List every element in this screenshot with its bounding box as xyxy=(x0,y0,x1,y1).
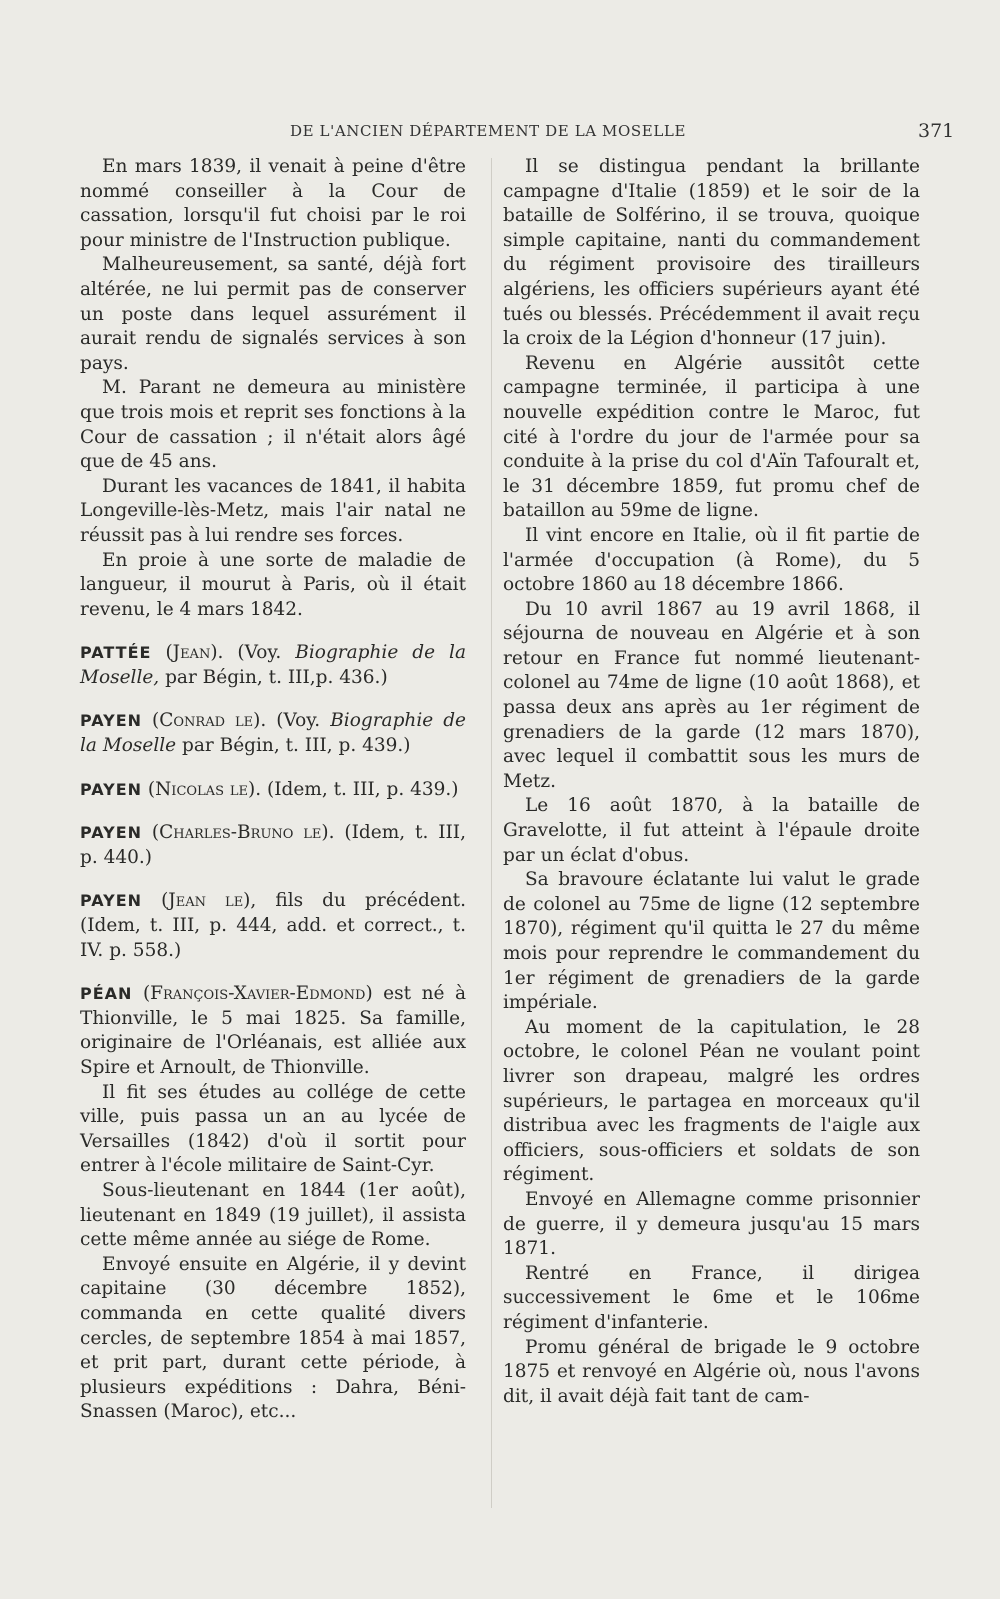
entry-headword: PAYEN xyxy=(80,823,143,843)
entry-headword: PÉAN xyxy=(80,984,133,1004)
entry-text: par Bégin, t. III, p. 439.) xyxy=(176,735,411,757)
entry-payen-conrad xyxy=(80,709,466,758)
entry-text: (Idem, t. III, p. 439.) xyxy=(261,778,459,800)
paragraph: Envoyé ensuite en Algérie, il y devint capitaine (30 décembre 1852), commanda en cette qualité divers cercles, de septembre 1854 à mai 1857, et prit part, durant cette période, à plusieurs expéditions : Dahra, Béni-Snassen (Maroc), etc... xyxy=(80,1253,466,1423)
paragraph: Envoyé en Allemagne comme prisonnier de guerre, il y demeura jusqu'au 15 mars 1871. xyxy=(503,1188,920,1260)
paragraph: Durant les vacances de 1841, il habita Longeville-lès-Metz, mais l'air natal ne réussit pas à lui rendre ses forces. xyxy=(80,475,466,546)
entry-given-name: (François-Xavier-Edmond) xyxy=(142,983,373,1005)
entry-text: (Voy. xyxy=(266,710,331,732)
entry-payen-jean xyxy=(80,889,466,963)
paragraph: Il se distingua pendant la brillante campagne d'Italie (1859) et le soir de la bataille de Solférino, il se trouva, quoique simple capitaine, nanti du commandement du régiment provisoire des tirailleurs algériens, les officiers supérieurs ayant été tués ou blessés. Précédemment il avait reçu la croix de la Légion d'honneur (17 juin). xyxy=(503,156,920,350)
paragraph: Il vint encore en Italie, où il fit partie de l'armée d'occupation (à Rome), du 5 octobre 1860 au 18 décembre 1866. xyxy=(503,524,920,596)
entry-pean xyxy=(80,982,466,1080)
entry-payen-charles xyxy=(80,821,466,870)
entry-given-name: (Conrad le). xyxy=(152,710,267,732)
entry-italic-title: Biographie de la Moselle xyxy=(80,710,466,757)
column-divider xyxy=(491,158,492,1508)
paragraph: Rentré en France, il dirigea successivement le 6me et le 106me régiment d'infanterie. xyxy=(503,1262,920,1333)
left-column xyxy=(80,155,466,1425)
paragraph: Revenu en Algérie aussitôt cette campagne terminée, il participa à une nouvelle expédition contre le Maroc, fut cité à l'ordre du jour de l'armée pour sa conduite à la prise du col d'Aïn Tafouralt et, le 31 décembre 1859, fut promu chef de bataillon au 59me de ligne. xyxy=(503,352,920,522)
entry-headword: PAYEN xyxy=(80,711,143,731)
paragraph: Malheureusement, sa santé, déjà fort altérée, ne lui permit pas de conserver un poste dans lequel assurément il aurait rendu de signalés services à son pays. xyxy=(80,254,466,374)
entry-text: est né à Thionville, le 5 mai 1825. Sa famille, originaire de l'Orléanais, est alliée aux Spire et Arnoult, de Thionville. xyxy=(80,983,466,1078)
paragraph: Le 16 août 1870, à la bataille de Gravelotte, il fut atteint à l'épaule droite par un éclat d'obus. xyxy=(503,795,920,866)
paragraph: Du 10 avril 1867 au 19 avril 1868, il séjourna de nouveau en Algérie et à son retour en France fut nommé lieutenant-colonel au 74me de ligne (10 août 1868), et passa deux ans après au 1er régiment de grenadiers de la garde (12 mars 1870), avec lequel il combattit sous les murs de Metz. xyxy=(503,598,920,792)
entry-given-name: (Jean le), xyxy=(161,890,257,912)
right-column xyxy=(503,155,920,1409)
paragraph: En mars 1839, il venait à peine d'être nommé conseiller à la Cour de cassation, lorsqu'il fut choisi par le roi pour ministre de l'Instruction publique. xyxy=(80,156,466,251)
entry-headword: PATTÉE xyxy=(80,643,152,663)
entry-pattee xyxy=(80,641,466,690)
paragraph: Sous-lieutenant en 1844 (1er août), lieutenant en 1849 (19 juillet), il assista cette même année au siége de Rome. xyxy=(80,1179,466,1251)
entry-given-name: (Jean). xyxy=(165,642,224,664)
entry-text: (Idem, t. III, p. 440.) xyxy=(80,822,466,868)
entry-given-name: (Charles-Bruno le). xyxy=(151,822,335,844)
entry-headword: PAYEN xyxy=(80,779,143,799)
page-number: 371 xyxy=(918,120,955,142)
paragraph: Promu général de brigade le 9 octobre 1875 et renvoyé en Algérie où, nous l'avons dit, il avait déjà fait tant de cam- xyxy=(503,1336,920,1407)
entry-italic-title: Biographie de la Moselle, xyxy=(80,642,466,688)
entry-given-name: (Nicolas le). xyxy=(147,778,262,800)
paragraph: En proie à une sorte de maladie de langueur, il mourut à Paris, où il était revenu, le 4 mars 1842. xyxy=(80,549,466,620)
entry-payen-nicolas xyxy=(80,778,466,803)
paragraph: Au moment de la capitulation, le 28 octobre, le colonel Péan ne voulant point livrer son drapeau, malgré les ordres supérieurs, le partagea en morceaux qu'il distribua avec les fragments de l'aigle aux officiers, sous-officiers et soldats de son régiment. xyxy=(503,1016,920,1186)
paragraph: Sa bravoure éclatante lui valut le grade de colonel au 75me de ligne (12 septembre 1870), régiment qu'il quitta le 27 du même mois pour reprendre le commandement du 1er régiment de grenadiers de la garde impériale. xyxy=(503,869,920,1014)
entry-headword: PAYEN xyxy=(80,891,143,911)
entry-text: par Bégin, t. III,p. 436.) xyxy=(159,666,388,688)
entry-text: fils du précédent. (Idem, t. III, p. 444, add. et correct., t. IV. p. 558.) xyxy=(80,890,466,961)
entry-text: (Voy. xyxy=(223,642,296,664)
paragraph: Il fit ses études au collége de cette ville, puis passa un an au lycée de Versailles (1842) d'où il sortit pour entrer à l'école militaire de Saint-Cyr. xyxy=(80,1081,466,1177)
paragraph: M. Parant ne demeura au ministère que trois mois et reprit ses fonctions à la Cour de cassation ; il n'était alors âgé que de 45 ans. xyxy=(80,377,466,473)
running-head: DE L'ANCIEN DÉPARTEMENT DE LA MOSELLE xyxy=(290,122,687,140)
page-header xyxy=(0,122,1000,146)
